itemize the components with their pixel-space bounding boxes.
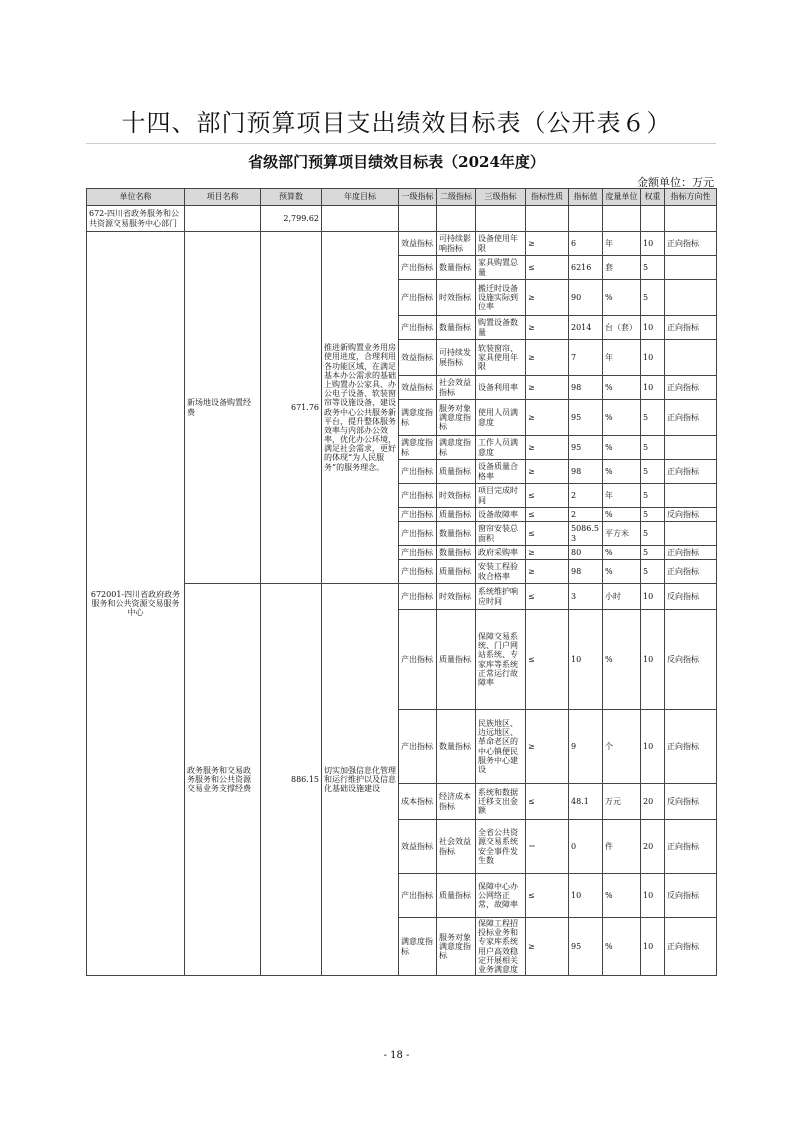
project-name-cell: 政务服务和交易政务服务和公共资源交易业务支撑经费: [185, 584, 261, 976]
indicator-l3-cell: 设备质量合格率: [476, 460, 526, 484]
header-cell: 年度目标: [322, 189, 399, 206]
indicator-row: [87, 232, 717, 256]
indicator-l2-cell: 时效指标: [437, 484, 476, 508]
indicator-l1-cell: 产出指标: [399, 316, 437, 340]
indicator-l1-cell: 效益指标: [399, 232, 437, 256]
indicator-l3-cell: 搬迁时设备设施实际到位率: [476, 280, 526, 316]
indicator-dir-cell: 反向指标: [665, 610, 717, 710]
department-goal: [322, 206, 399, 232]
indicator-value-cell: 0: [569, 820, 603, 874]
indicator-unit-cell: %: [603, 376, 641, 400]
indicator-l3-cell: 政府采购率: [476, 546, 526, 560]
header-cell: 指标性质: [526, 189, 569, 206]
indicator-unit-cell: %: [603, 918, 641, 976]
indicator-l3-cell: 保障中心办公网络正常，故障率: [476, 874, 526, 918]
indicator-l2-cell: 可持续发展指标: [437, 340, 476, 376]
indicator-l2-cell: 社会效益指标: [437, 376, 476, 400]
indicator-l1-cell: 产出指标: [399, 560, 437, 584]
indicator-l1-cell: 效益指标: [399, 340, 437, 376]
indicator-l3-cell: 工作人员满意度: [476, 436, 526, 460]
indicator-l2-cell: 质量指标: [437, 610, 476, 710]
indicator-unit-cell: 年: [603, 340, 641, 376]
performance-table: [86, 188, 717, 976]
indicator-dir-cell: [665, 436, 717, 460]
indicator-unit-cell: %: [603, 560, 641, 584]
header-row: [87, 189, 717, 206]
indicator-l1-cell: 产出指标: [399, 256, 437, 280]
header-cell: 一级指标: [399, 189, 437, 206]
indicator-l2-cell: 数量指标: [437, 256, 476, 280]
indicator-weight-cell: 20: [641, 820, 665, 874]
indicator-l2-cell: 时效指标: [437, 584, 476, 610]
indicator-weight-cell: 10: [641, 340, 665, 376]
indicator-dir-cell: 反向指标: [665, 508, 717, 522]
indicator-weight-cell: 5: [641, 256, 665, 280]
indicator-weight-cell: 5: [641, 436, 665, 460]
indicator-l1-cell: 产出指标: [399, 460, 437, 484]
indicator-dir-cell: 反向指标: [665, 874, 717, 918]
indicator-l3-cell: 设备使用年限: [476, 232, 526, 256]
divider: [86, 143, 716, 144]
indicator-l2-cell: 数量指标: [437, 522, 476, 546]
project-goal-cell: 推进新购置业务用房使用进度，合理利用各功能区域，在满足基本办公需求的基础上购置办公家具、办公电子设备、软装窗帘等设施设备，建设政务中心公共服务新平台，提升整体服务效率与内部办公效率，优化办公环境，满足社会需求，更好的体现“为人民服务”的服务理念。: [322, 232, 399, 584]
indicator-value-cell: 95: [569, 436, 603, 460]
indicator-dir-cell: 正向指标: [665, 560, 717, 584]
indicator-nature-cell: ≥: [526, 560, 569, 584]
indicator-weight-cell: 10: [641, 874, 665, 918]
indicator-nature-cell: ≥: [526, 710, 569, 784]
header-cell: 权重: [641, 189, 665, 206]
indicator-l3-cell: 购置设备数量: [476, 316, 526, 340]
header-cell: 指标值: [569, 189, 603, 206]
indicator-unit-cell: %: [603, 400, 641, 436]
indicator-l3-cell: 设备利用率: [476, 376, 526, 400]
indicator-value-cell: 98: [569, 560, 603, 584]
indicator-dir-cell: [665, 340, 717, 376]
indicator-value-cell: 98: [569, 460, 603, 484]
indicator-nature-cell: ≤: [526, 784, 569, 820]
department-project: [185, 206, 261, 232]
indicator-l2-cell: 满意度指标: [437, 436, 476, 460]
indicator-l1-cell: 效益指标: [399, 820, 437, 874]
header-cell: 二级指标: [437, 189, 476, 206]
indicator-l2-cell: 质量指标: [437, 508, 476, 522]
indicator-dir-cell: [665, 484, 717, 508]
indicator-unit-cell: 台（套）: [603, 316, 641, 340]
indicator-l1-cell: 产出指标: [399, 280, 437, 316]
indicator-weight-cell: 5: [641, 460, 665, 484]
indicator-unit-cell: %: [603, 874, 641, 918]
indicator-dir-cell: 正向指标: [665, 232, 717, 256]
project-name-cell: 新场地设备购置经费: [185, 232, 261, 584]
indicator-nature-cell: ≤: [526, 508, 569, 522]
indicator-unit-cell: 万元: [603, 784, 641, 820]
indicator-l2-cell: 服务对象满意度指标: [437, 918, 476, 976]
indicator-value-cell: 2: [569, 508, 603, 522]
indicator-unit-cell: 个: [603, 710, 641, 784]
indicator-weight-cell: 10: [641, 918, 665, 976]
indicator-unit-cell: %: [603, 436, 641, 460]
indicator-l3-cell: 系统维护响应时间: [476, 584, 526, 610]
indicator-nature-cell: ≤: [526, 584, 569, 610]
indicator-l2-cell: 可持续影响指标: [437, 232, 476, 256]
indicator-l2-cell: 质量指标: [437, 560, 476, 584]
indicator-nature-cell: ＝: [526, 820, 569, 874]
indicator-value-cell: 2: [569, 484, 603, 508]
indicator-l1-cell: 产出指标: [399, 584, 437, 610]
indicator-l1-cell: 产出指标: [399, 508, 437, 522]
indicator-unit-cell: %: [603, 546, 641, 560]
indicator-weight-cell: 5: [641, 280, 665, 316]
page-title: 十四、部门预算项目支出绩效目标表（公开表６）: [121, 109, 672, 137]
indicator-unit-cell: 小时: [603, 584, 641, 610]
indicator-unit-cell: 件: [603, 820, 641, 874]
indicator-nature-cell: ≤: [526, 522, 569, 546]
indicator-l3-cell: 窗帘安装总面积: [476, 522, 526, 546]
indicator-dir-cell: 正向指标: [665, 316, 717, 340]
indicator-weight-cell: 5: [641, 546, 665, 560]
indicator-dir-cell: 反向指标: [665, 784, 717, 820]
indicator-l3-cell: 民族地区、边远地区、革命老区的中心镇便民服务中心建设: [476, 710, 526, 784]
indicator-l1-cell: 产出指标: [399, 484, 437, 508]
department-budget: 2,799.62: [261, 206, 322, 232]
indicator-nature-cell: ≥: [526, 340, 569, 376]
indicator-l2-cell: 数量指标: [437, 316, 476, 340]
indicator-l3-cell: 保障交易系统、门户网站系统、专家库等系统正常运行故障率: [476, 610, 526, 710]
indicator-value-cell: 2014: [569, 316, 603, 340]
indicator-value-cell: 80: [569, 546, 603, 560]
department-name: 672-四川省政务服务和公共资源交易服务中心部门: [87, 206, 185, 232]
indicator-l2-cell: 质量指标: [437, 460, 476, 484]
indicator-l3-cell: 安装工程验收合格率: [476, 560, 526, 584]
indicator-unit-cell: 平方米: [603, 522, 641, 546]
unit-label: 金额单位：万元: [637, 176, 714, 189]
indicator-l2-cell: 数量指标: [437, 546, 476, 560]
indicator-nature-cell: ≤: [526, 610, 569, 710]
header-cell: 三级指标: [476, 189, 526, 206]
indicator-value-cell: 90: [569, 280, 603, 316]
header-cell: 度量单位: [603, 189, 641, 206]
indicator-dir-cell: [665, 280, 717, 316]
indicator-l2-cell: 时效指标: [437, 280, 476, 316]
indicator-value-cell: 6: [569, 232, 603, 256]
indicator-dir-cell: [665, 256, 717, 280]
indicator-l3-cell: 家具购置总量: [476, 256, 526, 280]
indicator-l3-cell: 使用人员满意度: [476, 400, 526, 436]
indicator-weight-cell: 10: [641, 610, 665, 710]
indicator-dir-cell: 正向指标: [665, 400, 717, 436]
indicator-value-cell: 6216: [569, 256, 603, 280]
indicator-unit-cell: 年: [603, 232, 641, 256]
project-budget-cell: 886.15: [261, 584, 322, 976]
indicator-nature-cell: ≥: [526, 436, 569, 460]
indicator-nature-cell: ≥: [526, 546, 569, 560]
project-budget-cell: 671.76: [261, 232, 322, 584]
indicator-dir-cell: 反向指标: [665, 584, 717, 610]
indicator-dir-cell: 正向指标: [665, 546, 717, 560]
indicator-nature-cell: ≤: [526, 484, 569, 508]
indicator-nature-cell: ≥: [526, 316, 569, 340]
indicator-nature-cell: ≥: [526, 376, 569, 400]
indicator-unit-cell: %: [603, 508, 641, 522]
indicator-unit-cell: 年: [603, 484, 641, 508]
indicator-value-cell: 98: [569, 376, 603, 400]
unit-name-cell: 672001-四川省政府政务服务和公共资源交易服务中心: [87, 232, 185, 976]
indicator-l1-cell: 产出指标: [399, 546, 437, 560]
indicator-value-cell: 48.1: [569, 784, 603, 820]
indicator-unit-cell: %: [603, 280, 641, 316]
indicator-dir-cell: 正向指标: [665, 820, 717, 874]
indicator-nature-cell: ≤: [526, 874, 569, 918]
indicator-dir-cell: 正向指标: [665, 710, 717, 784]
indicator-l2-cell: 质量指标: [437, 874, 476, 918]
indicator-l1-cell: 产出指标: [399, 710, 437, 784]
header-cell: 项目名称: [185, 189, 261, 206]
indicator-nature-cell: ≤: [526, 256, 569, 280]
header-cell: 预算数: [261, 189, 322, 206]
indicator-l1-cell: 满意度指标: [399, 436, 437, 460]
indicator-nature-cell: ≥: [526, 232, 569, 256]
indicator-l1-cell: 成本指标: [399, 784, 437, 820]
indicator-weight-cell: 10: [641, 710, 665, 784]
indicator-l1-cell: 产出指标: [399, 522, 437, 546]
indicator-nature-cell: ≥: [526, 460, 569, 484]
indicator-l1-cell: 产出指标: [399, 610, 437, 710]
indicator-weight-cell: 5: [641, 400, 665, 436]
indicator-weight-cell: 10: [641, 584, 665, 610]
indicator-weight-cell: 10: [641, 316, 665, 340]
indicator-l2-cell: 服务对象满意度指标: [437, 400, 476, 436]
indicator-l3-cell: 设备故障率: [476, 508, 526, 522]
indicator-dir-cell: [665, 522, 717, 546]
indicator-weight-cell: 5: [641, 560, 665, 584]
indicator-dir-cell: 正向指标: [665, 376, 717, 400]
indicator-value-cell: 3: [569, 584, 603, 610]
project-goal-cell: 切实加强信息化管理和运行维护以及信息化基础设施建设: [322, 584, 399, 976]
indicator-l1-cell: 效益指标: [399, 376, 437, 400]
indicator-l2-cell: 经济成本指标: [437, 784, 476, 820]
indicator-l3-cell: 项目完成时间: [476, 484, 526, 508]
indicator-l3-cell: 软装窗帘、家具使用年限: [476, 340, 526, 376]
indicator-l1-cell: 产出指标: [399, 874, 437, 918]
indicator-unit-cell: %: [603, 460, 641, 484]
page-number: - 18 -: [383, 1050, 410, 1061]
indicator-value-cell: 9: [569, 710, 603, 784]
indicator-l3-cell: 系统和数据迁移支出金额: [476, 784, 526, 820]
department-row: [87, 206, 717, 232]
indicator-value-cell: 95: [569, 918, 603, 976]
header-cell: 单位名称: [87, 189, 185, 206]
indicator-weight-cell: 5: [641, 522, 665, 546]
indicator-weight-cell: 5: [641, 508, 665, 522]
indicator-l2-cell: 社会效益指标: [437, 820, 476, 874]
indicator-weight-cell: 10: [641, 232, 665, 256]
indicator-dir-cell: 正向指标: [665, 918, 717, 976]
indicator-l3-cell: 保障工程招投标业务和专家库系统用户高效稳定开展相关业务满意度: [476, 918, 526, 976]
indicator-dir-cell: 正向指标: [665, 460, 717, 484]
indicator-nature-cell: ≥: [526, 918, 569, 976]
indicator-l2-cell: 数量指标: [437, 710, 476, 784]
indicator-value-cell: 7: [569, 340, 603, 376]
indicator-value-cell: 95: [569, 400, 603, 436]
indicator-weight-cell: 20: [641, 784, 665, 820]
indicator-unit-cell: 套: [603, 256, 641, 280]
indicator-value-cell: 10: [569, 610, 603, 710]
sheet-title: 省级部门预算项目绩效目标表（2024年度）: [248, 153, 545, 171]
indicator-unit-cell: %: [603, 610, 641, 710]
indicator-weight-cell: 10: [641, 376, 665, 400]
indicator-value-cell: 10: [569, 874, 603, 918]
header-cell: 指标方向性: [665, 189, 717, 206]
indicator-nature-cell: ≥: [526, 280, 569, 316]
indicator-value-cell: 5086.53: [569, 522, 603, 546]
indicator-l1-cell: 满意度指标: [399, 918, 437, 976]
indicator-weight-cell: 5: [641, 484, 665, 508]
indicator-nature-cell: ≥: [526, 400, 569, 436]
indicator-l3-cell: 全省公共资源交易系统安全事件发生数: [476, 820, 526, 874]
indicator-l1-cell: 满意度指标: [399, 400, 437, 436]
